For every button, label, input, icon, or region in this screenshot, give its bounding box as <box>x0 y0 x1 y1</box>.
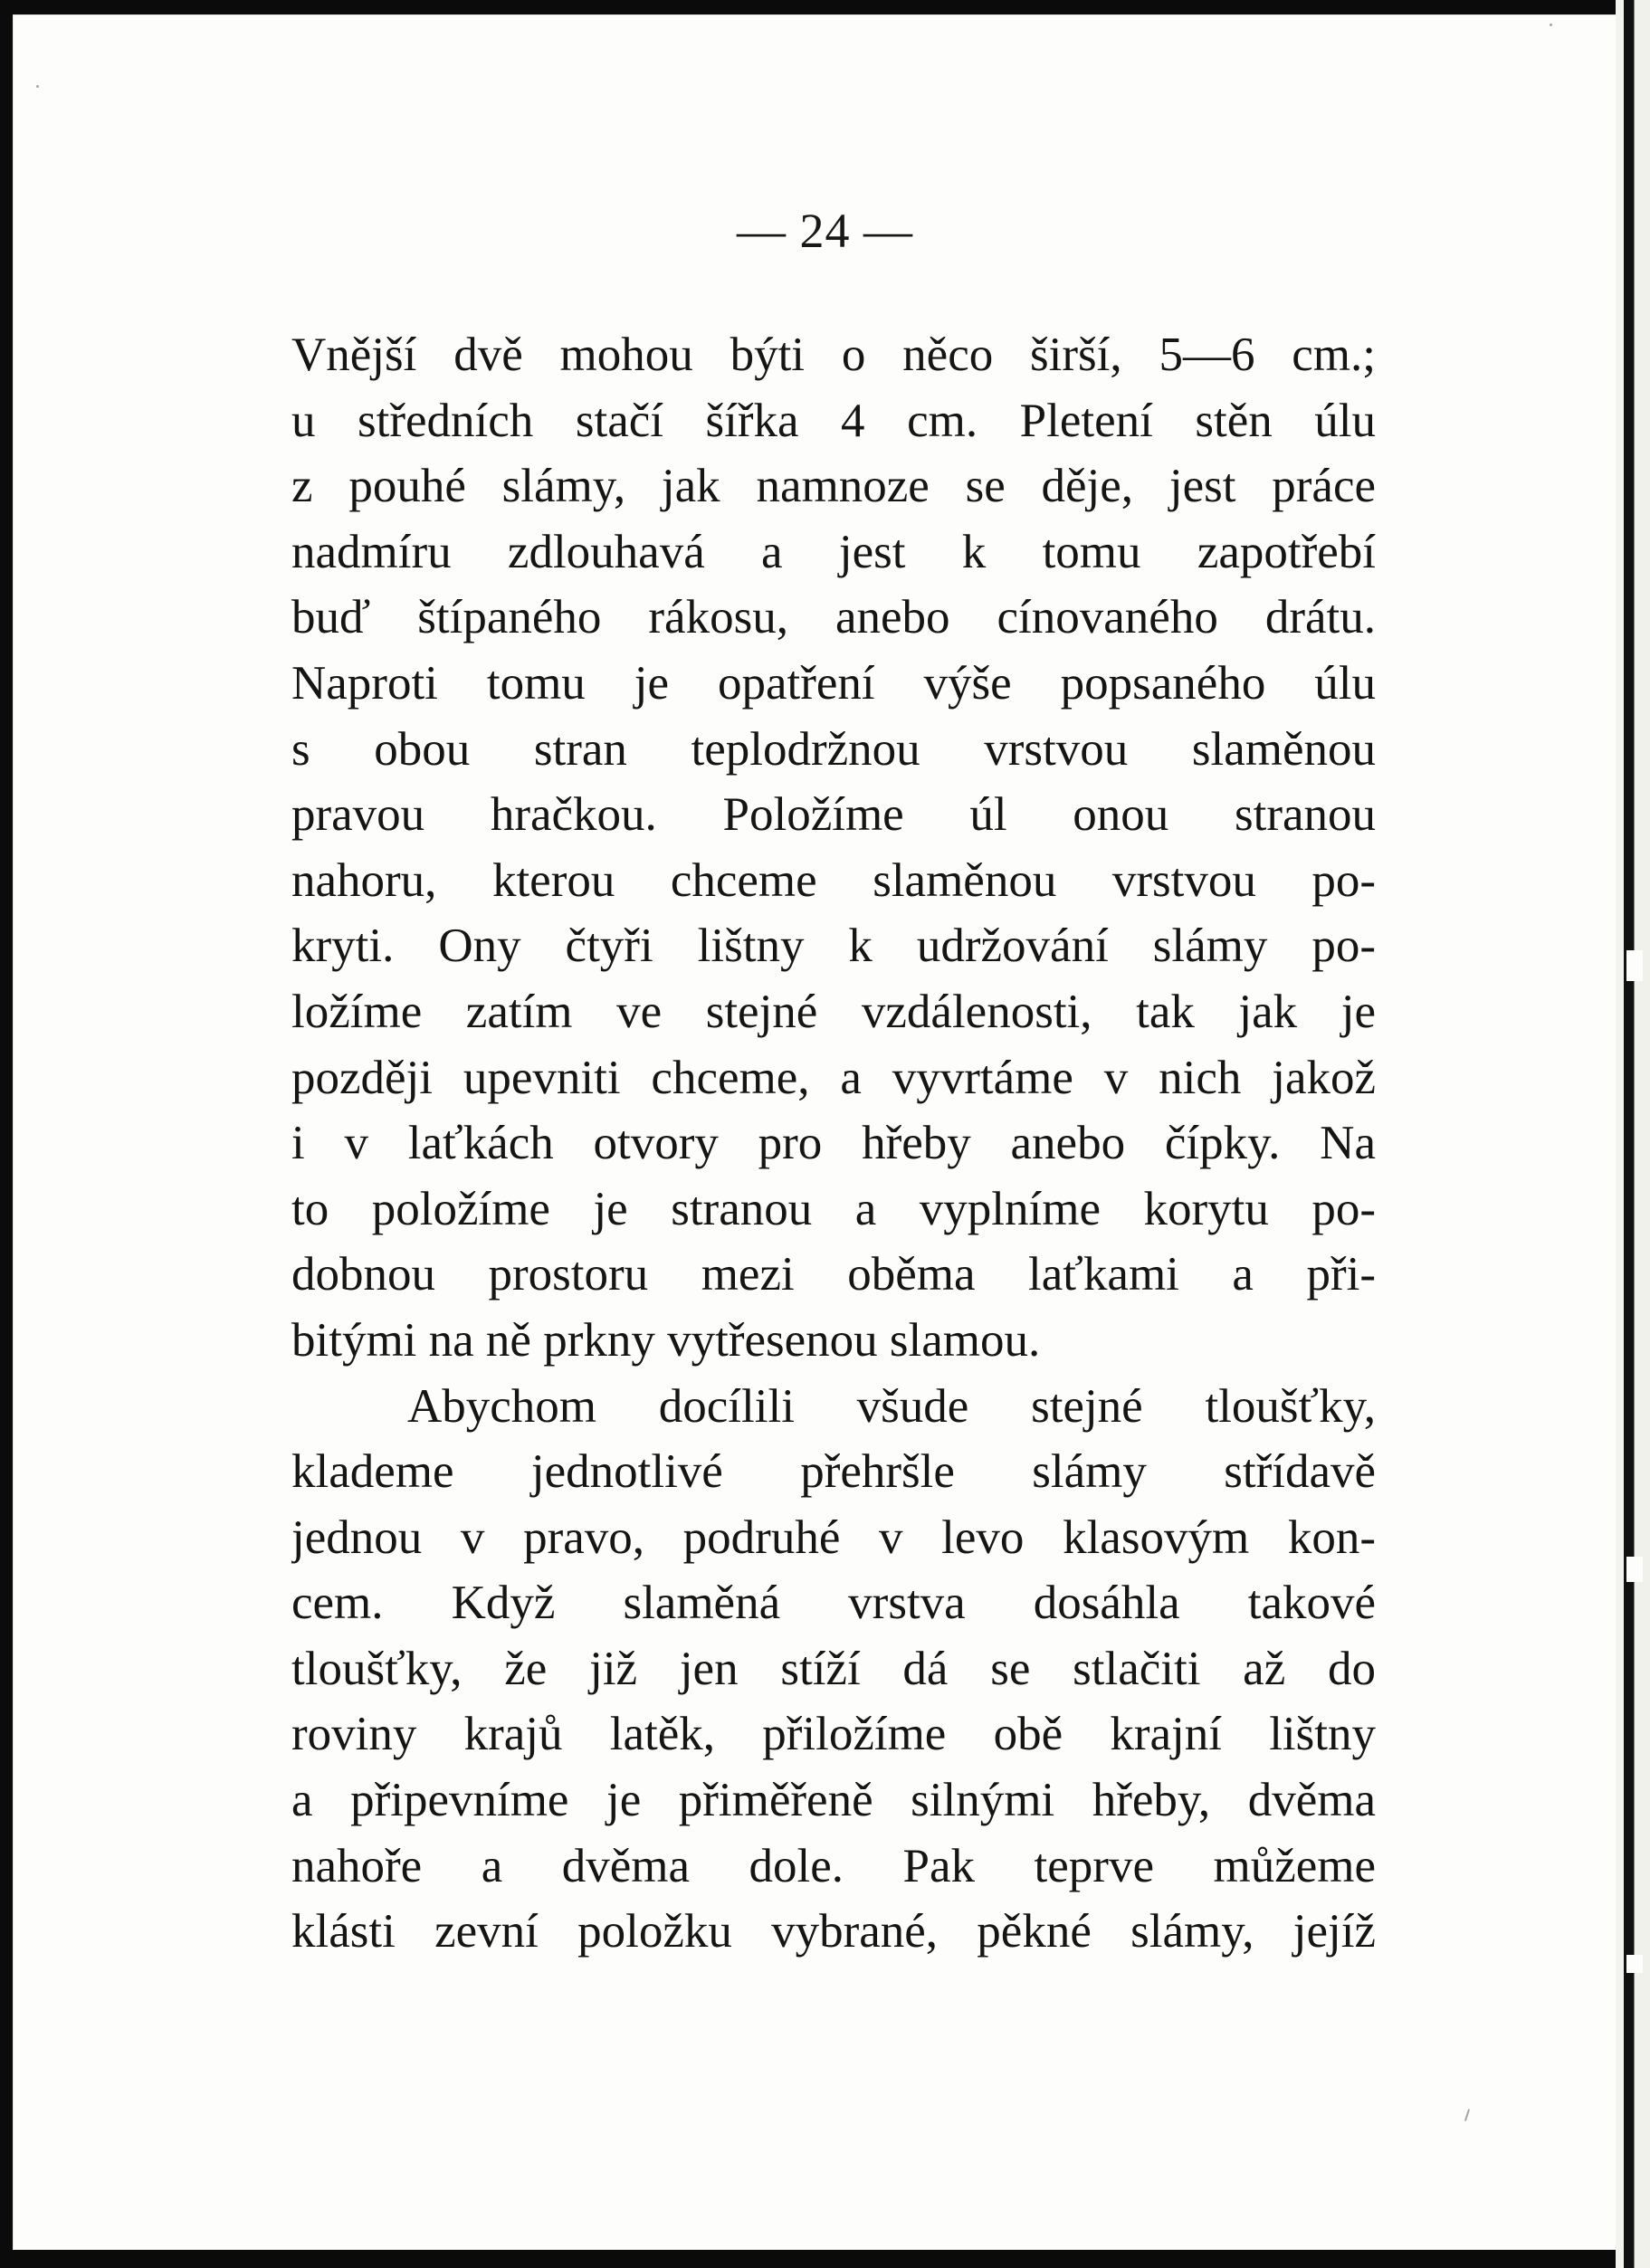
text-line: buď štípaného rákosu, anebo cínovaného drátu. <box>291 591 1376 644</box>
paper-speck <box>1550 24 1552 26</box>
page-number: — 24 — <box>737 204 913 258</box>
text-line: pravou hračkou. Položíme úl onou stranou <box>291 788 1376 842</box>
text-line: nadmíru zdlouhavá a jest k tomu zapotřebí <box>291 525 1376 578</box>
text-line: kryti. Ony čtyři lištny k udržování slámy po- <box>291 920 1376 973</box>
text-line: Vnější dvě mohou býti o něco širší, 5—6 cm.; <box>291 329 1376 381</box>
binding-notch <box>1626 1557 1643 1582</box>
paper-speck <box>36 85 39 88</box>
text-line: klademe jednotlivé přehršle slámy střídavě <box>291 1445 1376 1499</box>
text-line: a připevníme je přiměřeně silnými hřeby, dvěma <box>291 1774 1376 1827</box>
page-edge-binding <box>1616 0 1650 2268</box>
binding-notch <box>1626 950 1643 981</box>
binding-notch <box>1626 1955 1643 1973</box>
text-line: ložíme zatím ve stejné vzdálenosti, tak jak je <box>291 985 1376 1038</box>
text-line: u středních stačí šířka 4 cm. Pletení stěn úlu <box>291 394 1376 447</box>
text-line: i v laťkách otvory pro hřeby anebo čípky. Na <box>291 1117 1376 1170</box>
text-line: nahoře a dvěma dole. Pak teprve můžeme <box>291 1839 1376 1892</box>
text-line: cem. Když slaměná vrstva dosáhla takové <box>291 1577 1376 1630</box>
text-line: nahoru, kterou chceme slaměnou vrstvou po- <box>291 853 1376 907</box>
body-text <box>291 322 1376 1965</box>
text-line: bitými na ně prkny vytřesenou slamou. <box>291 1313 1041 1367</box>
text-line: Abychom docílili všude stejné tloušťky, <box>407 1379 1376 1433</box>
text-line: Naproti tomu je opatření výše popsaného úlu <box>291 656 1376 710</box>
text-line: to položíme je stranou a vyplníme korytu po- <box>291 1182 1376 1235</box>
text-line: z pouhé slámy, jak namnoze se děje, jest práce <box>291 460 1376 513</box>
text-line: roviny krajů latěk, přiložíme obě krajní lištny <box>291 1708 1376 1761</box>
text-line: dobnou prostoru mezi oběma laťkami a při- <box>291 1248 1376 1301</box>
text-line: s obou stran teplodržnou vrstvou slaměnou <box>291 722 1376 776</box>
text-line: tloušťky, že již jen stíží dá se stlačiti až do <box>291 1642 1376 1695</box>
text-line: později upevniti chceme, a vyvrtáme v nich jakož <box>291 1051 1376 1104</box>
text-line: jednou v pravo, podruhé v levo klasovým kon- <box>291 1510 1376 1564</box>
text-line: klásti zevní položku vybrané, pěkné slámy, jejíž <box>291 1905 1376 1958</box>
